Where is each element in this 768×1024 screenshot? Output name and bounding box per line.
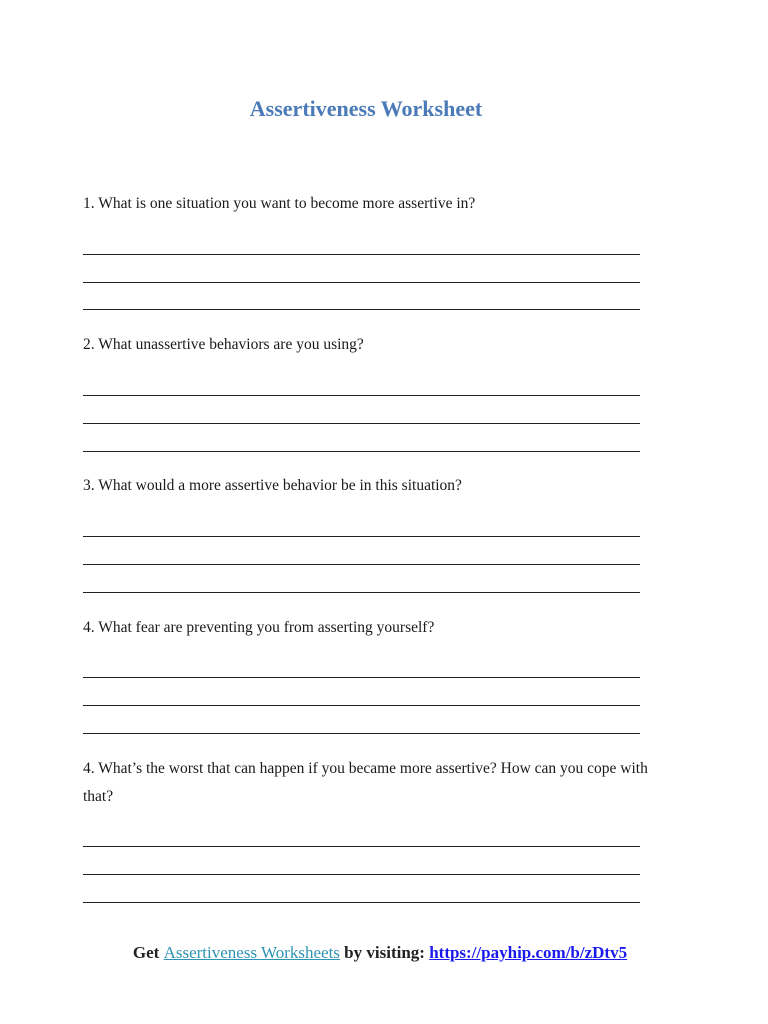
- footer-middle: by visiting:: [339, 943, 430, 962]
- answer-line: [83, 309, 640, 310]
- answer-line: [83, 902, 640, 903]
- footer-promo: [0, 943, 760, 963]
- answer-line: [83, 536, 640, 537]
- answer-line: [83, 254, 640, 255]
- answer-line: [83, 592, 640, 593]
- answer-line: [83, 451, 640, 452]
- answer-line: [83, 564, 640, 565]
- answer-line: [83, 677, 640, 678]
- footer-prefix: Get: [132, 943, 164, 962]
- answer-line: [83, 874, 640, 875]
- answer-line: [83, 423, 640, 424]
- footer-link[interactable]: https://payhip.com/b/zDtv5: [429, 943, 628, 962]
- question-3: 3. What would a more assertive behavior be in this situation?: [83, 477, 462, 494]
- question-2: 2. What unassertive behaviors are you using?: [83, 336, 364, 353]
- answer-line: [83, 282, 640, 283]
- footer-highlight: Assertiveness Worksheets: [163, 943, 340, 962]
- question-1: 1. What is one situation you want to become more assertive in?: [83, 195, 476, 212]
- answer-line: [83, 395, 640, 396]
- answer-line: [83, 846, 640, 847]
- answer-line: [83, 733, 640, 734]
- page-title: Assertiveness Worksheet: [249, 96, 483, 121]
- answer-line: [83, 705, 640, 706]
- question-4: 4. What fear are preventing you from asserting yourself?: [83, 619, 435, 636]
- question-5: 4. What’s the worst that can happen if you became more assertive? How can you cope with that?: [83, 760, 648, 805]
